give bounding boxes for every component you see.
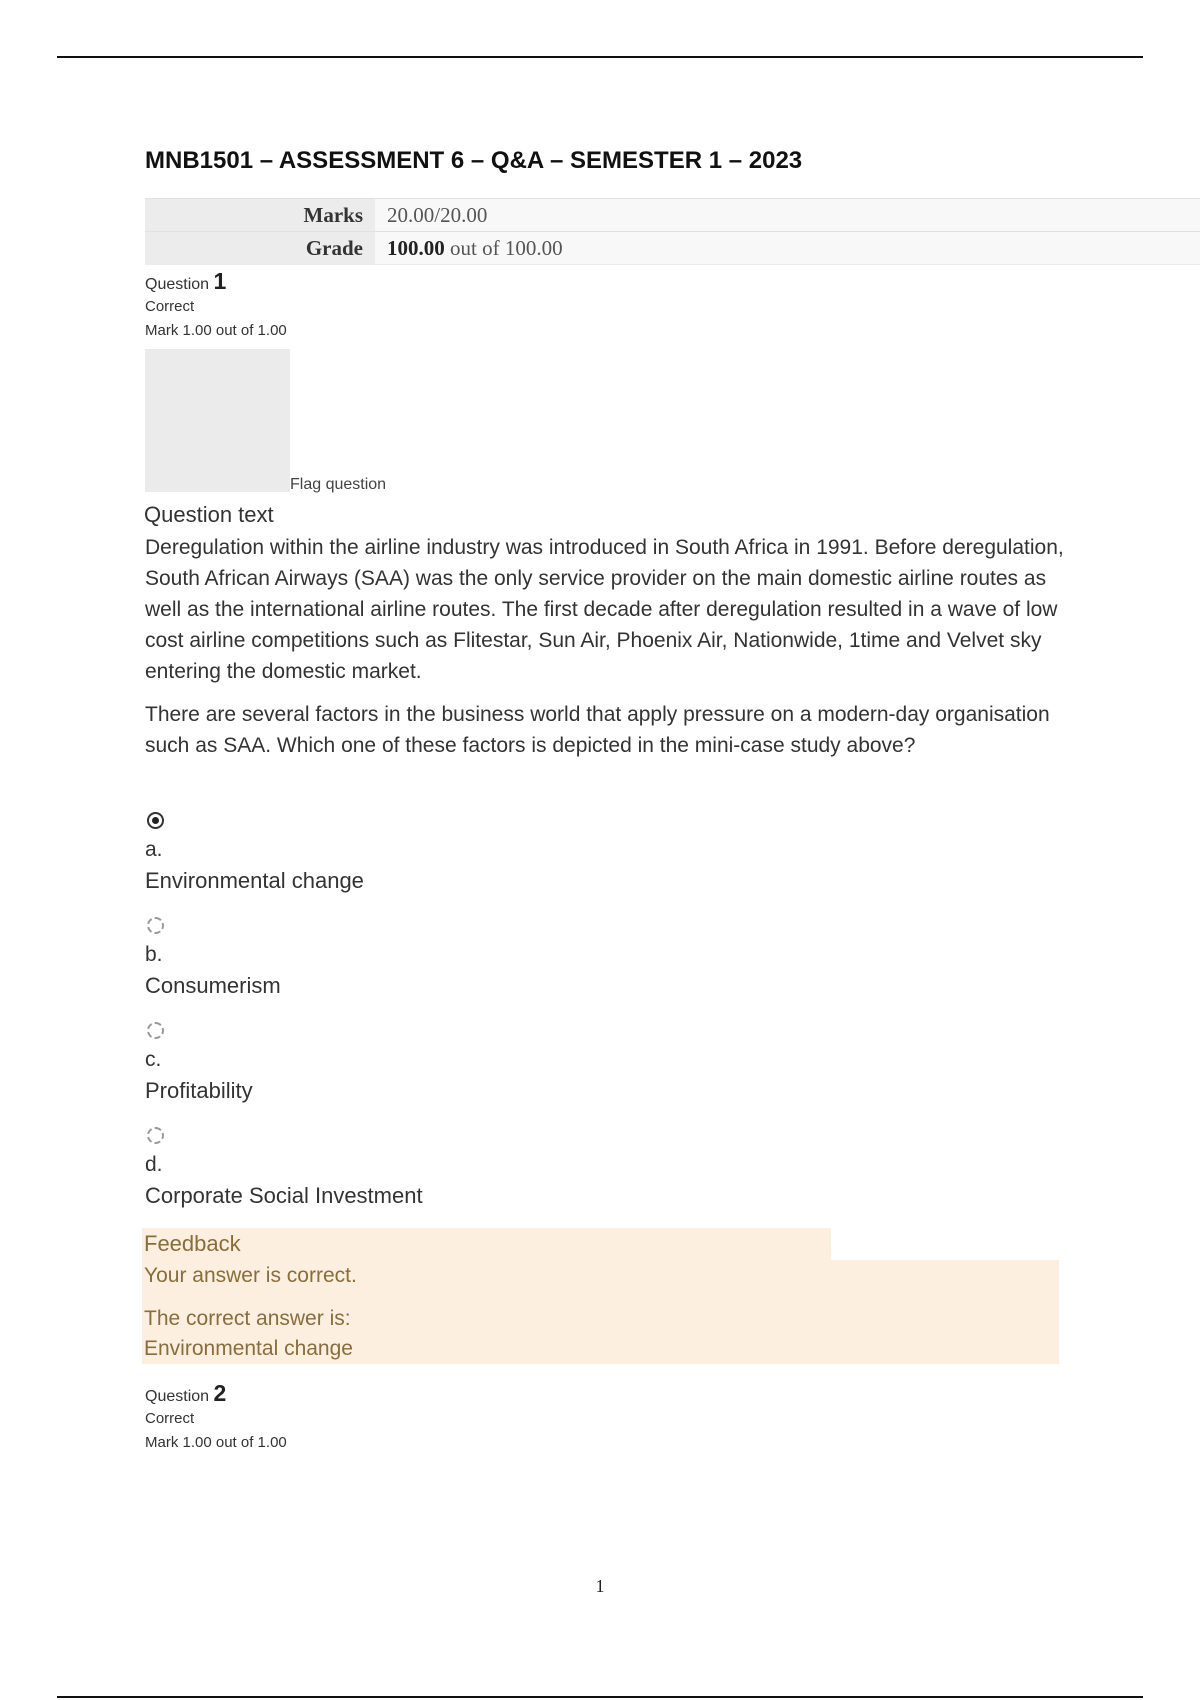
question-text bbox=[145, 532, 1065, 773]
option-letter: b. bbox=[145, 943, 163, 966]
option-letter: a. bbox=[145, 838, 163, 861]
option-text: Environmental change bbox=[145, 868, 364, 893]
question-state: Correct bbox=[145, 298, 195, 315]
summary-row-grade bbox=[145, 231, 1200, 265]
question-state: Correct bbox=[145, 1410, 195, 1427]
feedback-panel bbox=[142, 1260, 1059, 1364]
top-rule bbox=[57, 56, 1143, 58]
question-paragraph: There are several factors in the business world that apply pressure on a modern-day organisation such as SAA. Which one of these factors is depicted in the mini-case study above? bbox=[145, 703, 1050, 757]
question-number: 2 bbox=[213, 1380, 227, 1406]
option-letter: c. bbox=[145, 1048, 162, 1071]
grade-value-rest: out of 100.00 bbox=[444, 236, 563, 260]
flag-question-image[interactable] bbox=[145, 349, 290, 492]
page-title: MNB1501 – ASSESSMENT 6 – Q&A – SEMESTER 1 – 2023 bbox=[145, 147, 803, 174]
question-2-info bbox=[145, 1380, 287, 1455]
feedback-correct-label: The correct answer is: bbox=[144, 1307, 351, 1330]
question-number: 1 bbox=[213, 268, 227, 294]
attempt-summary-table bbox=[145, 198, 1200, 265]
feedback-result: Your answer is correct. bbox=[144, 1264, 357, 1287]
question-1-info bbox=[145, 268, 287, 343]
option-text: Profitability bbox=[145, 1078, 253, 1103]
grade-value-bold: 100.00 bbox=[387, 236, 445, 260]
radio-unselected-icon[interactable] bbox=[147, 1127, 164, 1144]
radio-unselected-icon[interactable] bbox=[147, 917, 164, 934]
question-text-heading: Question text bbox=[144, 502, 274, 527]
question-mark: Mark 1.00 out of 1.00 bbox=[145, 1434, 287, 1451]
marks-value: 20.00/20.00 bbox=[375, 199, 1200, 231]
option-text: Consumerism bbox=[145, 973, 281, 998]
marks-label: Marks bbox=[145, 199, 375, 231]
question-label: Question bbox=[145, 1388, 210, 1405]
option-letter: d. bbox=[145, 1153, 163, 1176]
radio-selected-icon[interactable] bbox=[147, 812, 164, 829]
radio-unselected-icon[interactable] bbox=[147, 1022, 164, 1039]
feedback-correct-answer: Environmental change bbox=[144, 1337, 353, 1360]
flag-question-link[interactable]: Flag question bbox=[290, 476, 387, 493]
question-paragraph: Deregulation within the airline industry was introduced in South Africa in 1991. Before deregulation, South African Airways (SAA) was the only service provider on the main domestic airline routes as well as the international airline routes. The first decade after deregulation resulted in a wave of low cost airline competitions such as Flitestar, Sun Air, Phoenix Air, Nationwide, 1time and Velvet sky entering the domestic market. bbox=[145, 536, 1064, 683]
option-text: Corporate Social Investment bbox=[145, 1183, 423, 1208]
bottom-rule bbox=[57, 1696, 1143, 1698]
question-mark: Mark 1.00 out of 1.00 bbox=[145, 322, 287, 339]
page-number: 1 bbox=[595, 1576, 605, 1596]
summary-row-marks bbox=[145, 198, 1200, 231]
grade-value bbox=[375, 232, 1200, 264]
grade-label: Grade bbox=[145, 232, 375, 264]
question-label: Question bbox=[145, 276, 210, 293]
feedback-heading: Feedback bbox=[142, 1228, 831, 1260]
